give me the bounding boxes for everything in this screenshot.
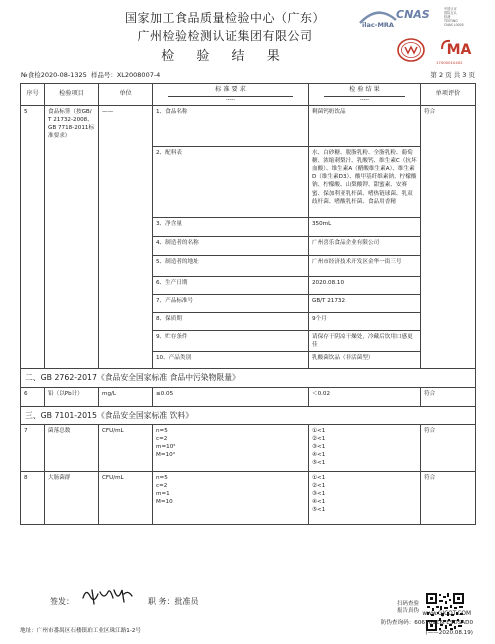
org-name-line2: 广州检验检测认证集团有限公司 (137, 29, 313, 43)
date-code: (——2020.08.19) (425, 630, 473, 636)
colony-res-line: ③<1 (312, 444, 326, 451)
table-row (21, 471, 476, 524)
colony-req-line: n=5 (156, 427, 168, 434)
table-row (21, 387, 476, 406)
colony-res-line: ⑤<1 (312, 460, 326, 467)
label-res-cell: 350mL (309, 217, 421, 236)
colony-seq: 7 (21, 424, 45, 471)
label-res-cell: 2020.08.10 (309, 276, 421, 294)
label-unit: —— (99, 105, 153, 368)
coliform-seq: 8 (21, 471, 45, 524)
coliform-res-line: ⑤<1 (312, 507, 326, 514)
document-title: 检 验 结 果 (161, 49, 289, 64)
cma-code: 17000010402 (436, 60, 463, 65)
header-result (309, 84, 421, 106)
label-req-cell: 10、产品类别 (153, 352, 309, 369)
coliform-result (309, 471, 421, 524)
signature-image (80, 584, 135, 612)
label-res-cell: 水、白砂糖、脱脂乳粉、全脂乳粉、葡萄糖、浓缩刺梨汁、乳酸钙、维生素C（抗坏血酸）、维生素A（醋酸维生素A）、维生素D（维生素D3）、酸甲基纤维素钠、柠檬酸钠、柠檬酸、山梨酸钾、甜蜜素、安赛蜜、保加利亚乳杆菌、嗜热链球菌、乳双歧杆菌、嗜酸乳杆菌、食品用香精 (309, 146, 421, 217)
coliform-res-line: ④<1 (312, 499, 326, 506)
label-res-cell: 广州喜乐食品企业有限公司 (309, 236, 421, 255)
coliform-res-line: ③<1 (312, 491, 326, 498)
header-unit: 单位 (99, 84, 153, 106)
section2-title: 二、GB 2762-2017《食品安全国家标准 食品中污染物限量》 (21, 369, 476, 387)
coliform-res-line: ②<1 (312, 482, 326, 489)
label-req-cell: 1、食品名称 (153, 105, 309, 146)
colony-res-line: ①<1 (312, 427, 326, 434)
ilac-mra-text: ilac-MRA (362, 21, 394, 29)
header-result-label: 检 验 结 果 (349, 86, 380, 93)
label-res-cell: 9个月 (309, 312, 421, 330)
label-res-cell: 乳酸菌饮品（非活菌型） (309, 352, 421, 369)
coliform-req-line: M=10 (156, 499, 173, 506)
header-requirement-label: 标 准 要 求 (215, 86, 246, 93)
coliform-req-line: n=5 (156, 474, 168, 481)
label-seq: 5 (21, 105, 45, 368)
section-row (21, 406, 476, 424)
lead-verdict: 符合 (421, 387, 476, 406)
cma-logo (438, 38, 474, 60)
label-req-cell: 8、保质期 (153, 312, 309, 330)
coliform-res-line: ①<1 (312, 474, 326, 481)
label-req-cell: 3、净含量 (153, 217, 309, 236)
section3-title: 三、GB 7101-2015《食品安全国家标准 饮料》 (21, 406, 476, 424)
lead-requirement: ≤0.05 (153, 387, 309, 406)
cma-logo-letters: MA (446, 42, 472, 58)
colony-requirement (153, 424, 309, 471)
header-item: 检验项目 (45, 84, 99, 106)
ccc-mark-logo (396, 37, 426, 63)
label-req-cell: 5、制造者的地址 (153, 255, 309, 276)
label-item: 食品标签（按GB/T 21732-2008、GB 7718-2011标准要求） (45, 105, 99, 368)
coliform-req-line: m=1 (156, 491, 170, 498)
label-req-cell: 9、贮存条件 (153, 330, 309, 351)
label-req-cell: 2、配料表 (153, 146, 309, 217)
sample-number-label: 样品号： (90, 71, 117, 79)
header-requirement-sub: ----- (168, 96, 293, 103)
colony-unit: CFU/mL (99, 424, 153, 471)
coliform-unit: CFU/mL (99, 471, 153, 524)
label-req-cell: 4、制造者的名称 (153, 236, 309, 255)
label-res-cell: 广州市经济技术开发区金华一街三号 (309, 255, 421, 276)
colony-res-line: ④<1 (312, 452, 326, 459)
page-info: 第 2 页 共 3 页 (430, 71, 475, 79)
header-seq: 序号 (21, 84, 45, 106)
table-row (21, 105, 476, 146)
ilac-mra-logo (358, 6, 398, 30)
label-res-cell: 剩菌钙奶饮品 (309, 105, 421, 146)
coliform-item: 大肠菌群 (45, 471, 99, 524)
table-header-row (21, 84, 476, 106)
colony-verdict: 符合 (421, 424, 476, 471)
label-res-cell: 请保存于阴凉干燥处，冷藏后饮用口感更佳 (309, 330, 421, 351)
approver-label: 职 务：批准员 (148, 597, 199, 606)
section-row (21, 369, 476, 387)
header-verdict: 单项评价 (421, 84, 476, 106)
lead-item: 铅（以Pb计） (45, 387, 99, 406)
coliform-verdict: 符合 (421, 471, 476, 524)
colony-req-line: M=10⁴ (156, 452, 175, 459)
label-res-cell: GB/T 21732 (309, 294, 421, 312)
cnas-logo-text: CNAS (396, 8, 430, 21)
anti-fake-code: 防伪查询码：606769Z6FESDSAD0 (380, 620, 473, 626)
label-verdict: 符合 (421, 105, 476, 368)
report-meta (21, 70, 160, 79)
colony-res-line: ②<1 (312, 435, 326, 442)
report-number: №食检2020-08-1325 (21, 71, 87, 79)
coliform-req-line: c=2 (156, 482, 168, 489)
verify-text: 扫码查验报告真伪 (397, 601, 420, 614)
header-requirement (153, 84, 309, 106)
results-table (20, 83, 476, 525)
website[interactable]: www.GJCQT.COM (422, 611, 471, 617)
lead-result: ＜0.02 (309, 387, 421, 406)
table-row (21, 424, 476, 471)
colony-req-line: m=10² (156, 444, 176, 451)
lab-address: 地址：广州市番禺区石楼镇珀工业区珠江路1-2号 (20, 628, 142, 634)
issuer-label: 签发： (50, 597, 74, 606)
lead-seq: 6 (21, 387, 45, 406)
coliform-requirement (153, 471, 309, 524)
cnas-caption: 中国认可 国际互认 检测 TESTING CNAS L0005 (444, 7, 464, 27)
label-req-cell: 7、产品标准号 (153, 294, 309, 312)
sample-number: XL2008007-4 (116, 71, 161, 79)
label-req-cell: 6、生产日期 (153, 276, 309, 294)
lead-unit: mg/L (99, 387, 153, 406)
colony-req-line: c=2 (156, 435, 168, 442)
colony-item: 菌落总数 (45, 424, 99, 471)
header-result-sub: ----- (324, 96, 405, 103)
org-name-line1: 国家加工食品质量检验中心（广东） (124, 11, 325, 25)
colony-result (309, 424, 421, 471)
